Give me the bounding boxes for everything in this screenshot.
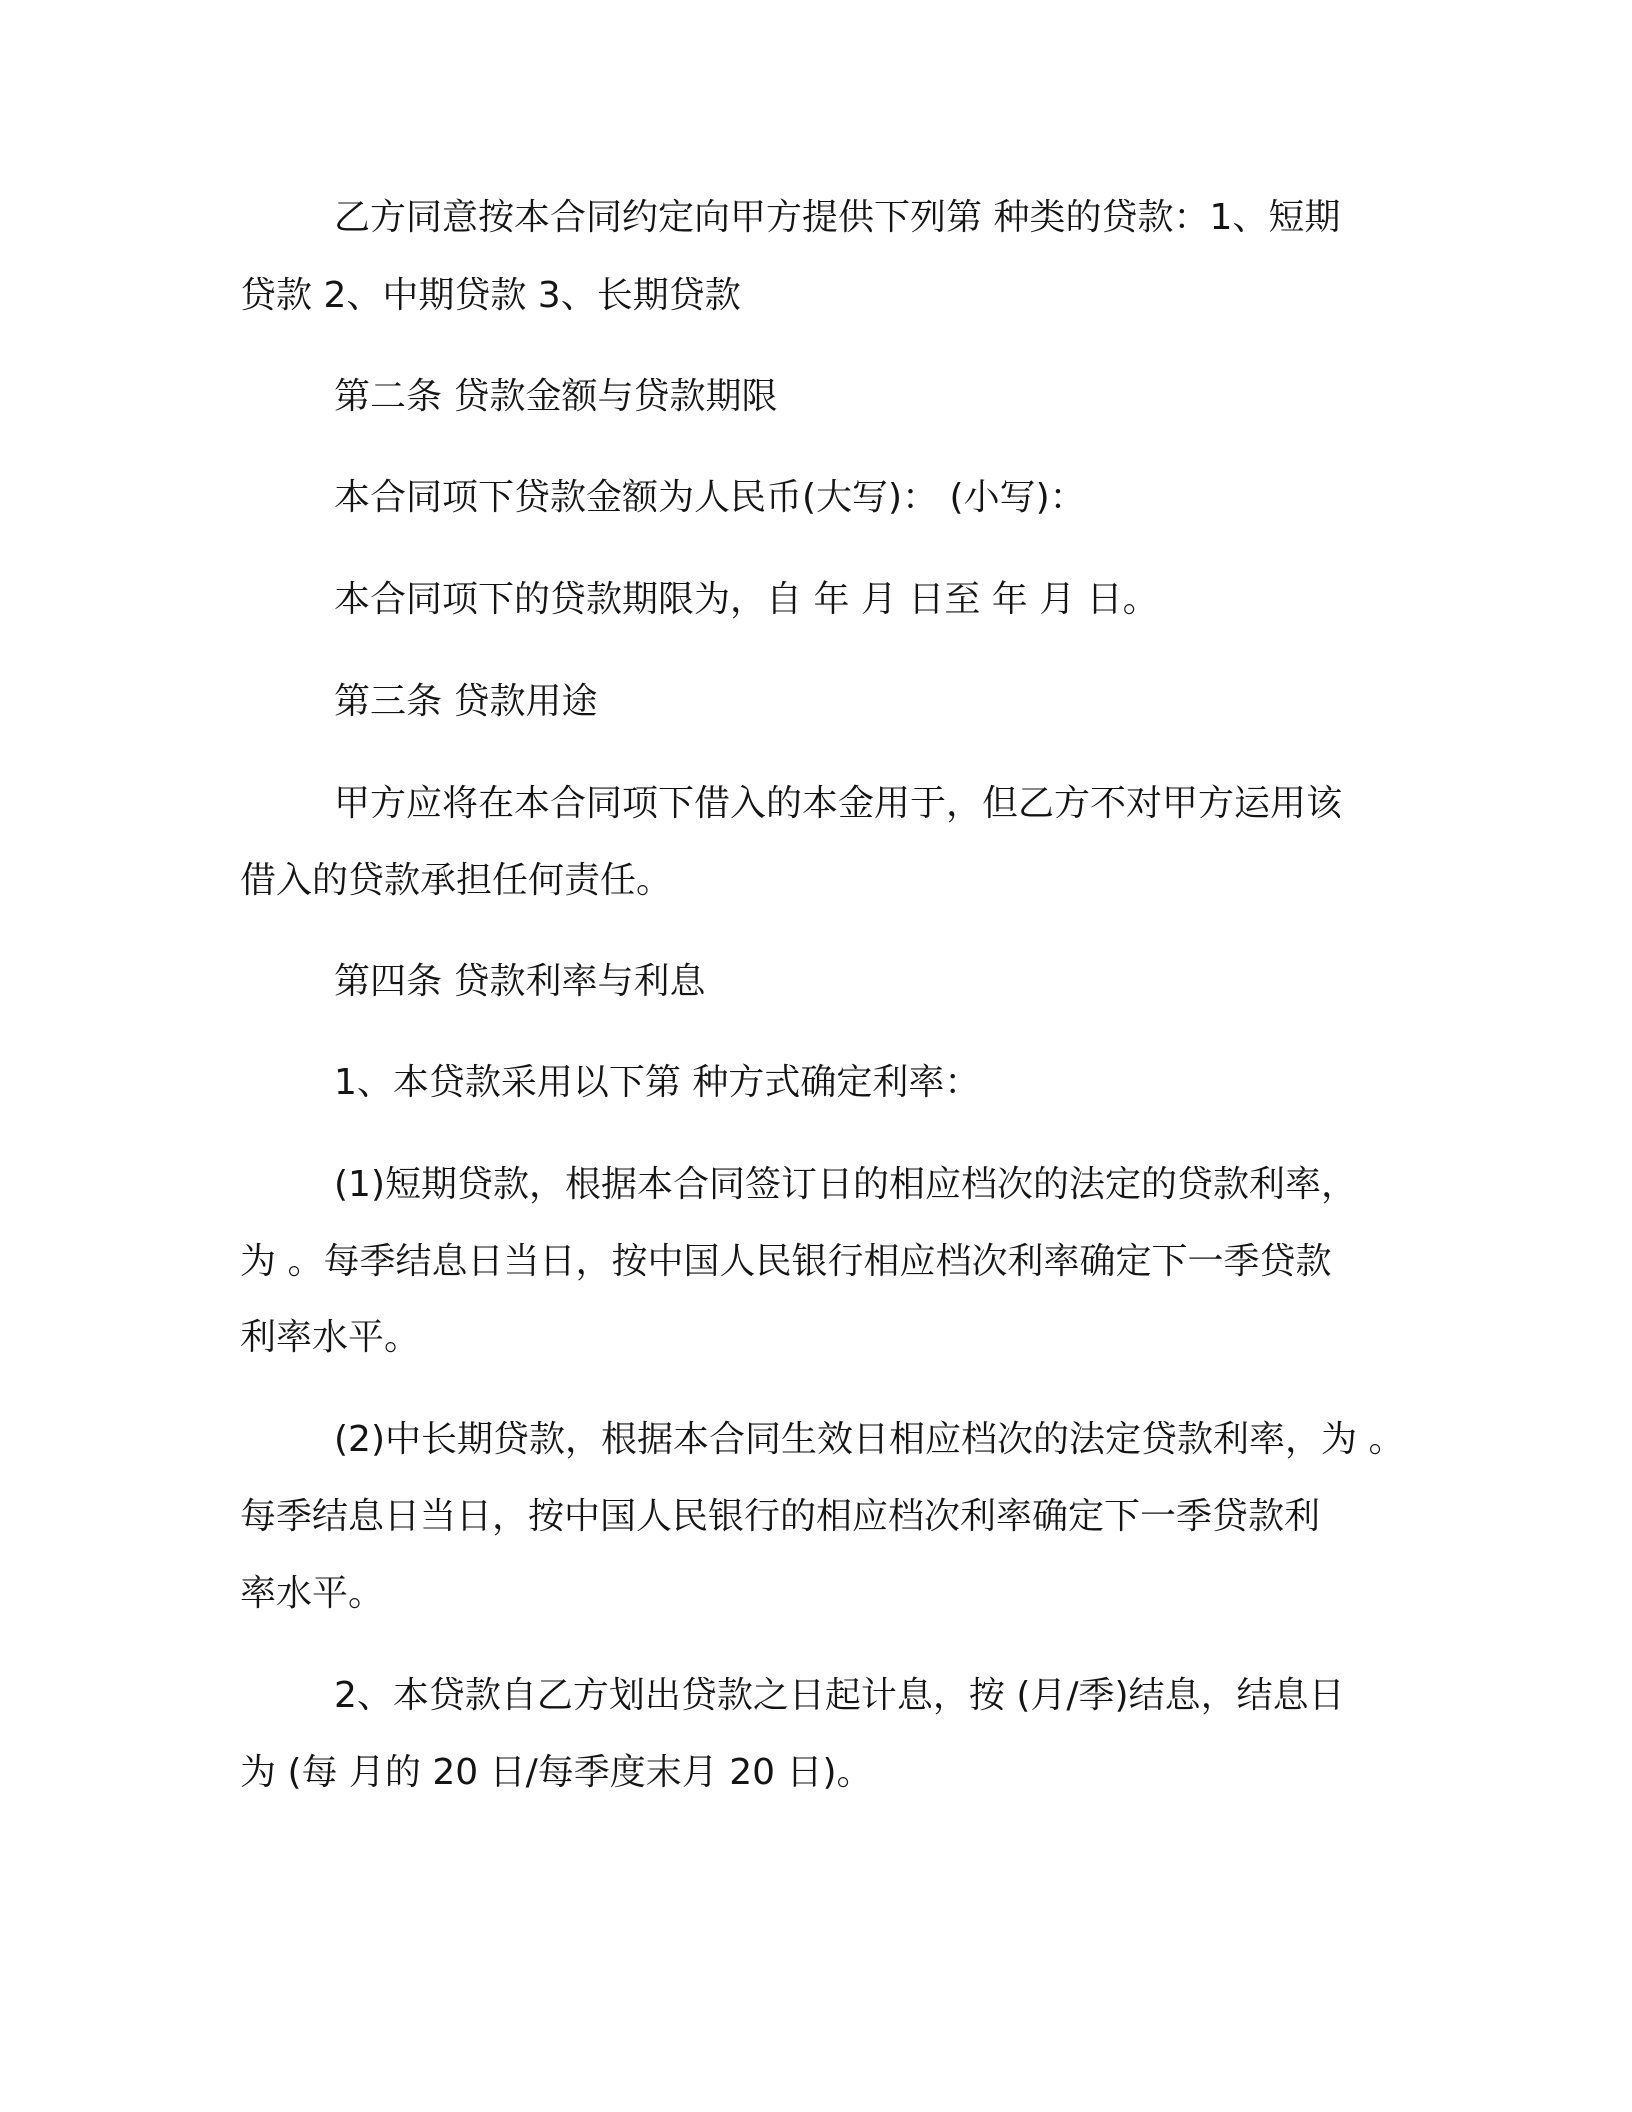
- paragraph-loan-purpose-line-2: 借入的贷款承担任何责任。: [240, 860, 673, 901]
- section-title-article-3: 第三条 贷款用途: [334, 681, 598, 722]
- paragraph-short-term-line-2: 为 。每季结息日当日，按中国人民银行相应档次利率确定下一季贷款: [240, 1241, 1332, 1282]
- paragraph-loan-amount: 本合同项下贷款金额为人民币(大写)： (小写)：: [334, 477, 1086, 518]
- paragraph-short-term-line-1: (1)短期贷款，根据本合同签订日的相应档次的法定的贷款利率，: [334, 1164, 1357, 1205]
- paragraph-loan-purpose-line-1: 甲方应将在本合同项下借入的本金用于，但乙方不对甲方运用该: [334, 783, 1343, 824]
- paragraph-loan-types-line-2: 贷款 2、中期贷款 3、长期贷款: [240, 275, 741, 316]
- paragraph-loan-term: 本合同项下的贷款期限为，自 年 月 日至 年 月 日。: [334, 579, 1159, 620]
- paragraph-interest-settlement-line-1: 2、本贷款自乙方划出贷款之日起计息，按 (月/季)结息，结息日: [334, 1675, 1345, 1716]
- paragraph-interest-method: 1、本贷款采用以下第 种方式确定利率：: [334, 1062, 981, 1103]
- paragraph-short-term-line-3: 利率水平。: [240, 1317, 421, 1358]
- section-title-article-4: 第四条 贷款利率与利息: [334, 961, 706, 1002]
- paragraph-interest-settlement-line-2: 为 (每 月的 20 日/每季度末月 20 日)。: [240, 1752, 873, 1793]
- paragraph-loan-types-line-1: 乙方同意按本合同约定向甲方提供下列第 种类的贷款：1、短期: [334, 197, 1341, 238]
- section-title-article-2: 第二条 贷款金额与贷款期限: [334, 376, 778, 417]
- paragraph-long-term-line-2: 每季结息日当日，按中国人民银行的相应档次利率确定下一季贷款利: [240, 1496, 1321, 1537]
- paragraph-long-term-line-1: (2)中长期贷款，根据本合同生效日相应档次的法定贷款利率，为 。: [334, 1419, 1405, 1460]
- paragraph-long-term-line-3: 率水平。: [240, 1573, 385, 1614]
